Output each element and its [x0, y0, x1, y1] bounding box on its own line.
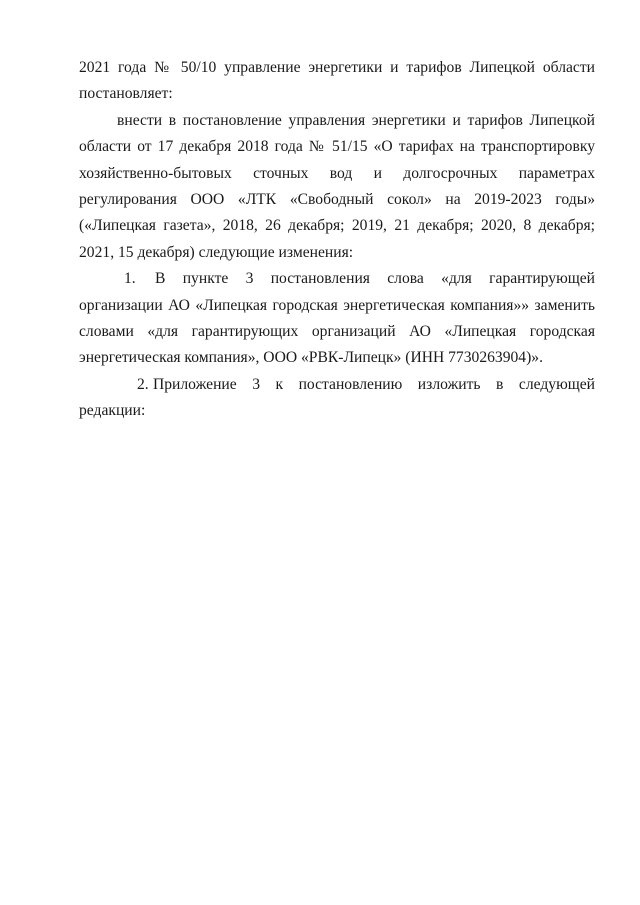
list-item-1-number: 1. — [124, 270, 136, 288]
document-body — [79, 55, 595, 425]
main-paragraph: внести в постановление управления энергетики и тарифов Липецкой области от 17 декабря 2018 года № 51/15 «О тарифах на транспортировку хозяйственно-бытовых сточных вод и долгосрочных параметрах регулирования ООО «ЛТК «Свободный сокол» на 2019-2023 годы» («Липецкая газета», 2018, 26 декабря; 2019, 21 декабря; 2020, 8 декабря; 2021, 15 декабря) следующие изменения: — [79, 111, 595, 261]
list-item-2 — [79, 372, 595, 425]
list-item-1 — [79, 266, 595, 372]
list-item-1-text: В пункте 3 постановления слова «для гарантирующей организации АО «Липецкая городская энергетическая компания»» заменить словами «для гарантирующих организаций АО «Липецкая городская энергетическая компания», ООО «РВК-Липецк» (ИНН 7730263904)». — [79, 270, 595, 367]
intro-paragraph: 2021 года № 50/10 управление энергетики и тарифов Липецкой области постановляет: — [79, 59, 595, 103]
list-item-2-number: 2. — [137, 375, 149, 393]
list-item-2-text: Приложение 3 к постановлению изложить в следующей редакции: — [79, 375, 595, 420]
